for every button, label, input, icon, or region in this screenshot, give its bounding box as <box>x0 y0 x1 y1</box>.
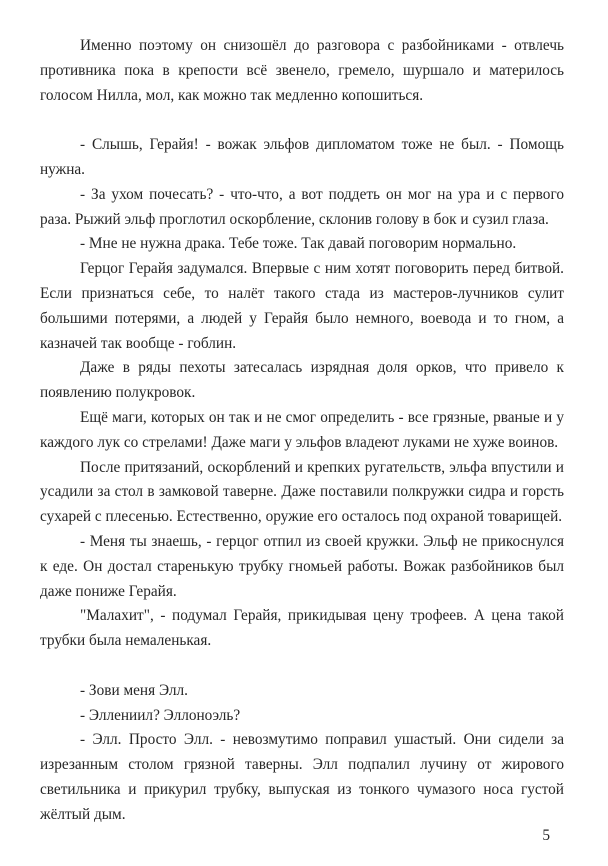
paragraph-3: - За ухом почесать? - что-что, а вот поддеть он мог на ура и с первого раза. Рыжий эльф проглотил оскорбление, склонив голову в бок и сузил глаза. <box>40 185 564 228</box>
paragraph-12: - Эллениил? Эллоноэль? <box>80 706 241 724</box>
paragraph-10: "Малахит", - подумал Герайя, прикидывая цену трофеев. А цена такой трубки была немаленькая. <box>40 607 564 650</box>
paragraph-7: Ещё маги, которых он так и не смог определить - все грязные, рваные и у каждого лук со стрелами! Даже маги у эльфов владеют луками не хуже воинов. <box>40 408 564 451</box>
page-number: 5 <box>542 827 550 844</box>
document-page <box>40 34 564 828</box>
paragraph-8: После притязаний, оскорблений и крепких ругательств, эльфа впустили и усадили за стол в замковой таверне. Даже поставили полкружки сидра и горсть сухарей с плесенью. Естественно, оружие его осталось под охраной товарищей. <box>40 458 564 526</box>
paragraph-9: - Меня ты знаешь, - герцог отпил из своей кружки. Эльф не прикоснулся к еде. Он достал старенькую трубку гномьей работы. Вожак разбойников был даже пониже Герайя. <box>40 532 564 600</box>
paragraph-1: Именно поэтому он снизошёл до разговора с разбойниками - отвлечь противника пока в крепости всё звенело, гремело, шуршало и материлось голосом Нилла, мол, как можно так медленно копошиться. <box>40 37 564 104</box>
paragraph-2: - Слышь, Герайя! - вожак эльфов дипломатом тоже не был. - Помощь нужна. <box>40 136 564 178</box>
paragraph-13: - Элл. Просто Элл. - невозмутимо поправил ушастый. Они сидели за изрезанным столом грязной таверны. Элл подпалил лучину от жирового светильника и прикурил трубку, выпуская из тонкого чумазого носа густой жёлтый дым. <box>40 731 564 823</box>
paragraph-5: Герцог Герайя задумался. Впервые с ним хотят поговорить перед битвой. Если признаться себе, то налёт такого стада из мастеров-лучников сулит большими потерями, а людей у Герайя было немного, воевода и то гном, а казначей так вообще - гоблин. <box>40 260 564 352</box>
paragraph-6: Даже в ряды пехоты затесалась изрядная доля орков, что привело к появлению полукровок. <box>40 359 564 402</box>
paragraph-11: - Зови меня Элл. <box>80 681 188 699</box>
paragraph-4: - Мне не нужна драка. Тебе тоже. Так давай поговорим нормально. <box>80 235 517 253</box>
